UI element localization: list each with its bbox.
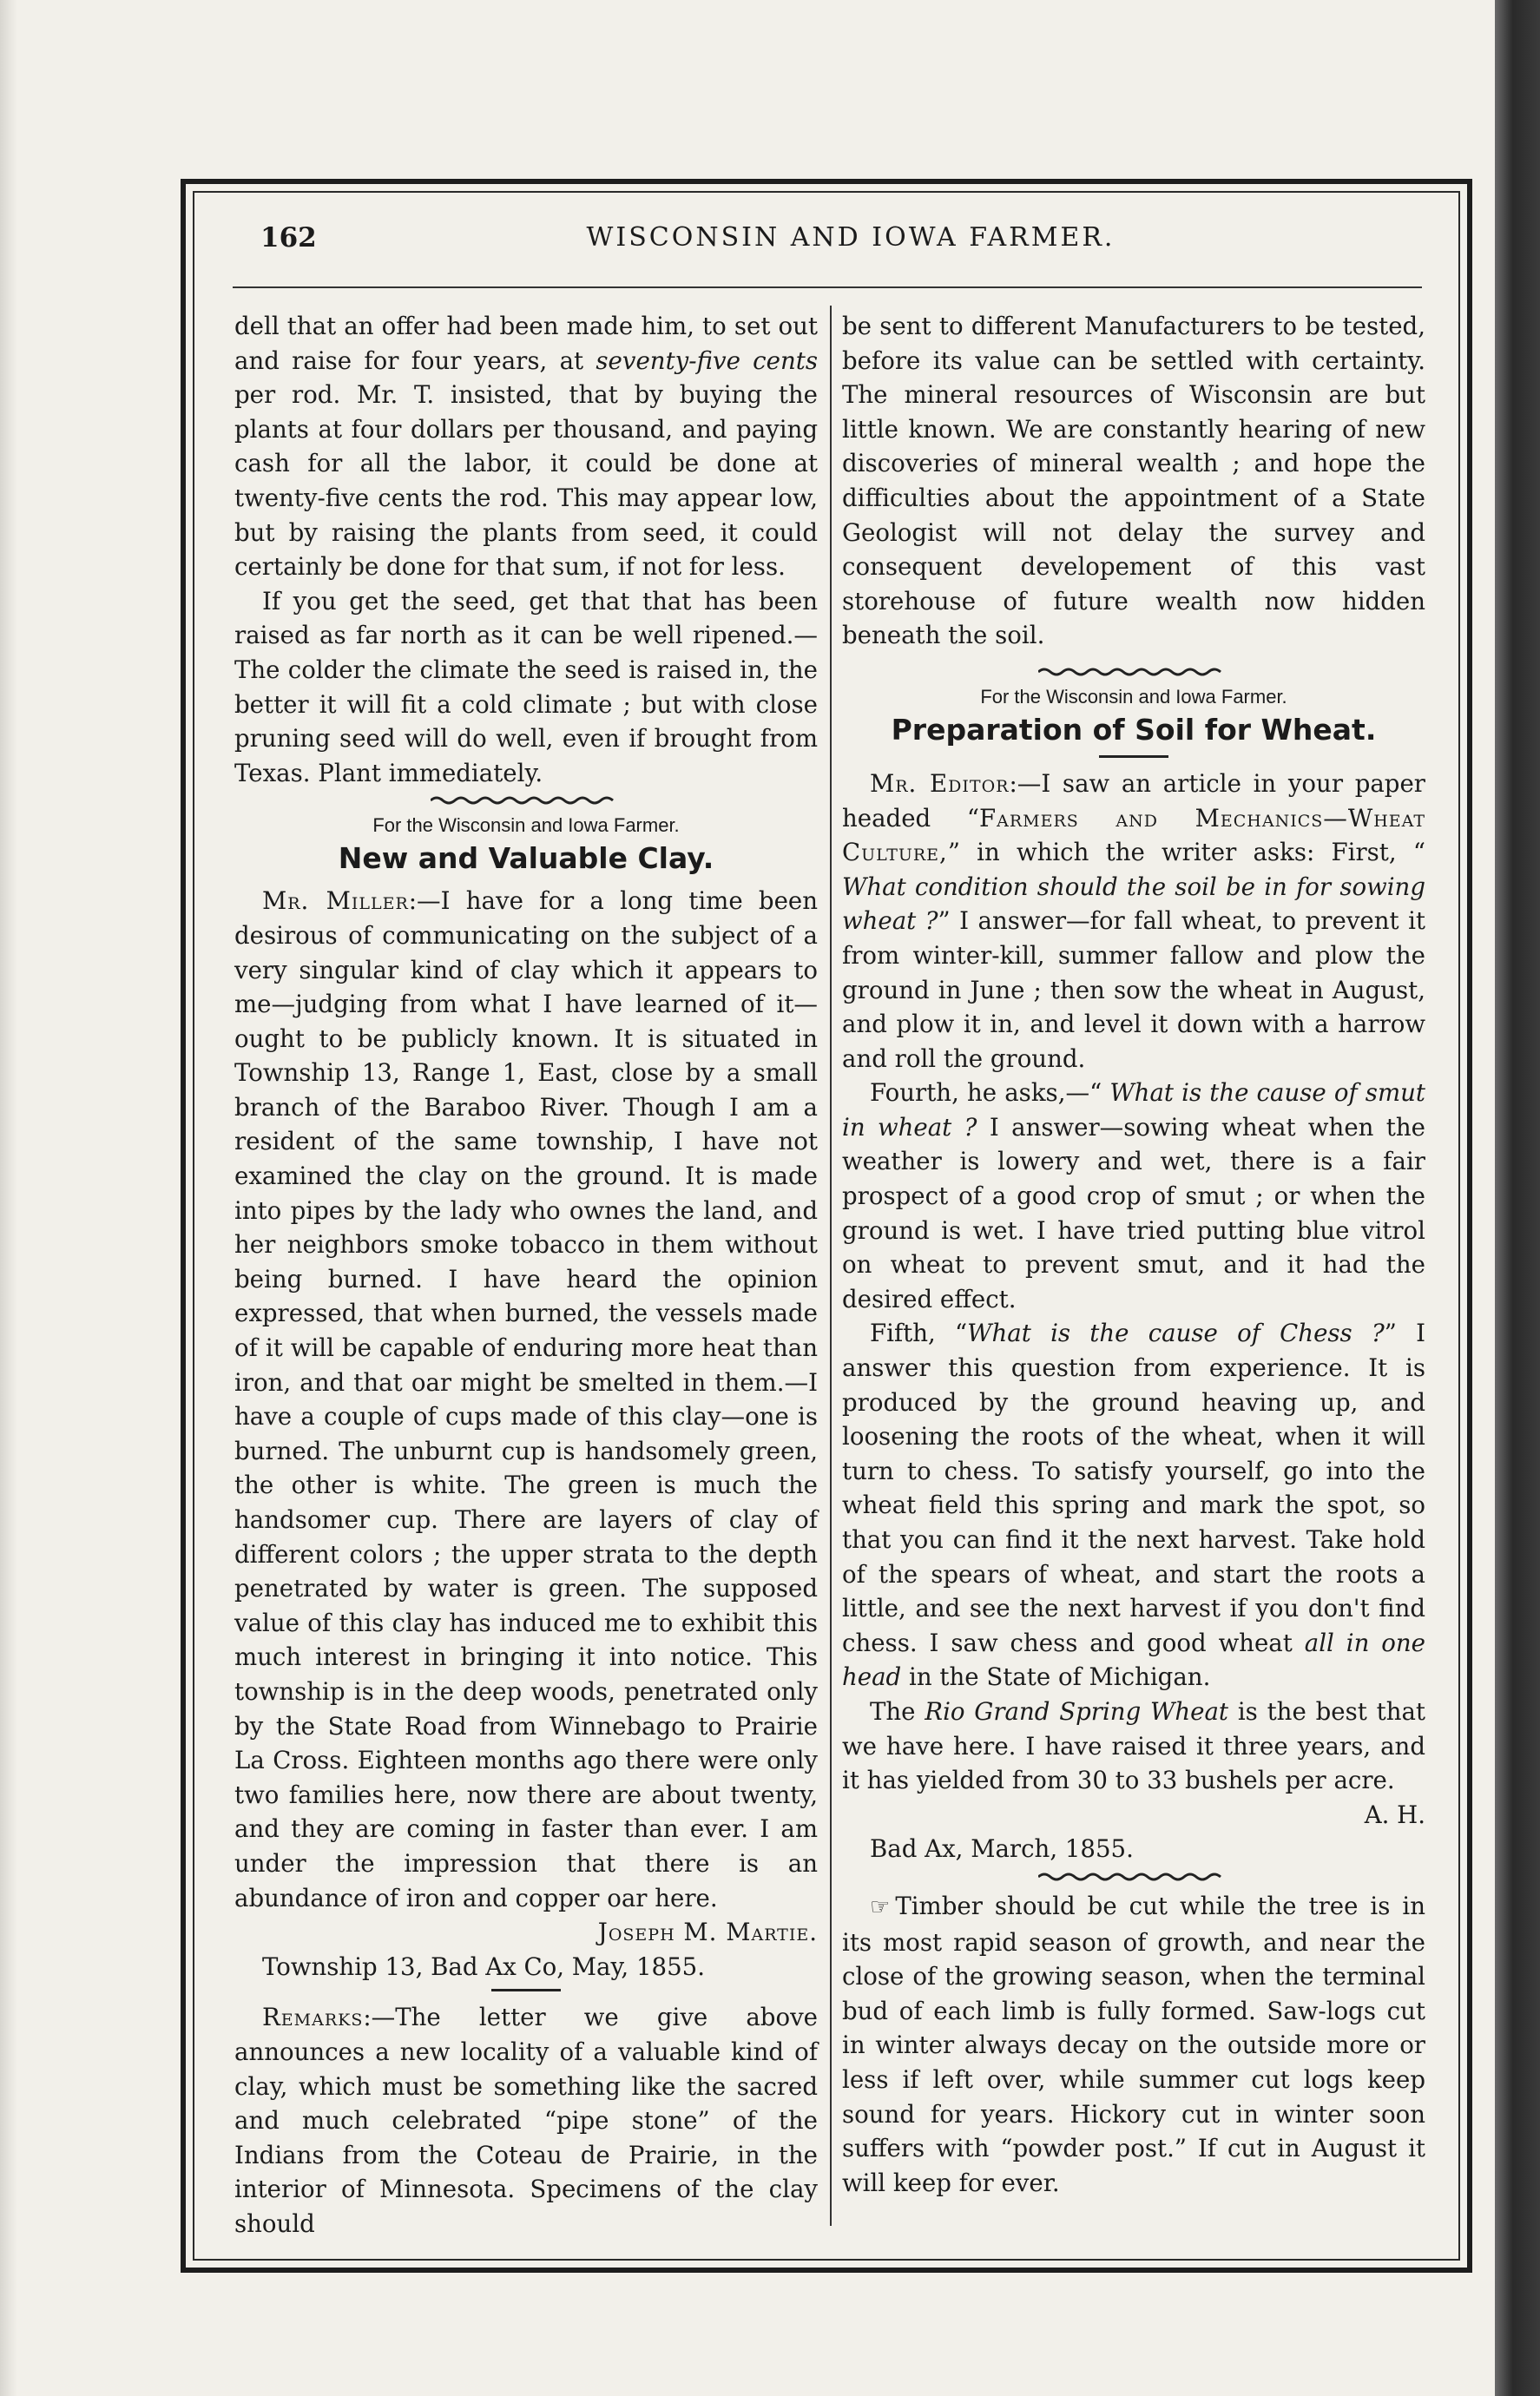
emphasis: What is the cause of smut in wheat ? <box>842 1078 1425 1142</box>
signature-text: Joseph M. Martie. <box>597 1918 818 1947</box>
article-headline: New and Valuable Clay. <box>338 841 714 876</box>
wavy-divider <box>1038 665 1229 679</box>
text: dell that an offer had been made him, to set out and raise for four years, at <box>234 312 818 375</box>
text: ” in which the writer asks: First, “ <box>947 838 1425 867</box>
short-rule <box>1099 755 1168 758</box>
signature <box>234 1915 818 1950</box>
paragraph <box>842 1076 1425 1316</box>
column-divider <box>830 306 832 2226</box>
text: :—The letter we give above announces a new locality of a valuable kind of clay, which must be something like the sacred and much celebrated “pipe stone” of the Indians from the Coteau de Prairie, in the interior of Minnesota. Specimens of the clay should <box>234 2003 818 2238</box>
text: :—I saw an article in your paper headed “ <box>842 768 1425 833</box>
page-number: 162 <box>260 222 317 253</box>
text: per rod. Mr. T. insisted, that by buying the plants at four dollars per thousand, and paying cash for all the labor, it could be done at twenty-five cents the rod. This may appear low, but by raising the plants from seed, it could certainly be done for that sum, if not for less. <box>234 380 818 582</box>
text: Timber should be cut while the tree is in its most rapid season of growth, and near the close of the growing season, when the terminal bud of each limb is fully formed. Saw-logs cut in winter always decay on the outside more or less if left over, while summer cut logs keep sound for years. Hickory cut in winter soon suffers with “powder post.” If cut in August it will keep for ever. <box>842 1891 1425 2197</box>
text: :—I have for a long time been desirous of communicating on the subject of a very singular kind of clay which it appears to me—judging from what I have learned of it—ought to be publicly known. It is situated in Township 13, Range 1, East, close by a small branch of the Baraboo River. Though I am a resident of the same township, I have not examined the clay on the ground. It is made into pipes by the lady who ownes the land, and her neighbors smoke tobacco in them without being burned. I have heard the opinion expressed, that when burned, the vessels made of it will be capable of enduring more heat than iron, and that oar might be smelted in them.—I have a couple of cups made of this clay—one is burned. The unburnt cup is handsomely green, the other is white. The green is much the handsomer cup. There are layers of clay of different colors ; the upper strata to the depth penetrated by water is green. The supposed value of this clay has induced me to exhibit this much interest in bringing it into notice. This township is in the deep woods, penetrated only by the State Road from Winnebago to Prairie La Cross. Eighteen months ago there were only two families here, now there are about twenty, and they are coming in faster than ever. I am under the impression that there is an abundance of iron and copper oar here. <box>234 886 818 1912</box>
left-column <box>234 309 818 2241</box>
text: in the State of Michigan. <box>901 1662 1211 1692</box>
text: The <box>870 1696 925 1726</box>
article-credit: For the Wisconsin and Iowa Farmer. <box>980 685 1287 708</box>
emphasis: Rio Grand Spring Wheat <box>925 1696 1229 1726</box>
right-column <box>842 309 1425 2200</box>
paragraph <box>842 1316 1425 1695</box>
text: Fifth, “ <box>870 1319 968 1348</box>
text: is the best that we have here. I have raised it three years, and it has yielded from 30 to 33 bushels per acre. <box>842 1696 1426 1795</box>
short-rule <box>491 1989 561 1991</box>
salutation: Mr. Editor <box>870 768 1010 798</box>
wavy-divider <box>1038 1870 1229 1884</box>
running-title: WISCONSIN AND IOWA FARMER. <box>586 222 1116 253</box>
quoted-title: Farmers and Mechanics—Wheat Culture, <box>842 803 1425 867</box>
article-credit: For the Wisconsin and Iowa Farmer. <box>372 814 680 837</box>
article-headline: Preparation of Soil for Wheat. <box>891 712 1377 747</box>
remarks-paragraph <box>234 2000 818 2241</box>
text: ” I answer—for fall wheat, to prevent it from winter-kill, summer fallow and plow the ground in June ; then sow the wheat in August, and plow it in, and level it down with a harrow and roll the ground. <box>842 906 1426 1073</box>
wavy-divider <box>431 793 622 807</box>
emphasis: seventy-five cents <box>596 346 818 375</box>
paragraph <box>842 1889 1425 2200</box>
emphasis: all in one head <box>842 1628 1425 1692</box>
paragraph <box>842 1695 1425 1798</box>
letter-body <box>234 884 818 1915</box>
text: Fourth, he asks,—“ <box>870 1078 1110 1108</box>
paragraph <box>234 309 818 584</box>
header-rule <box>233 286 1422 288</box>
book-binding-edge <box>1495 0 1540 2396</box>
salutation: Mr. Miller <box>262 886 409 916</box>
scan-edge-shadow <box>0 0 17 2396</box>
page-header <box>260 222 1415 262</box>
emphasis: What is the cause of Chess ? <box>967 1319 1385 1348</box>
paragraph: If you get the seed, get that that has been raised as far north as it can be well ripened.—The colder the climate the seed is raised in, the better it will fit a cold climate ; but with close pruning seed will do well, even if brought from Texas. Plant immediately. <box>234 586 818 787</box>
dateline: Township 13, Bad Ax Co, May, 1855. <box>262 1952 705 1981</box>
dateline: Bad Ax, March, 1855. <box>870 1834 1134 1864</box>
pointing-hand-icon: ☞ <box>870 1893 891 1920</box>
remarks-label: Remarks <box>262 2003 364 2032</box>
text: ” I answer this question from experience. It is produced by the ground heaving up, and loosening the roots of the wheat, when it will turn to chess. To satisfy yourself, go into the wheat field this spring and mark the spot, so that you can find it the next harvest. Take hold of the spears of wheat, and start the roots a little, and see the next harvest if you don't find chess. I saw chess and good wheat <box>842 1319 1425 1657</box>
paragraph: be sent to different Manufacturers to be tested, before its value can be settled with certainty. The mineral resources of Wisconsin are but little known. We are constantly hearing of new discoveries of mineral wealth ; and hope the difficulties about the appointment of a State Geologist will not delay the survey and consequent developement of this vast storehouse of future wealth now hidden beneath the soil. <box>842 312 1425 650</box>
emphasis: What condition should the soil be in for sowing wheat ? <box>842 872 1425 936</box>
text: I answer—sowing wheat when the weather is lowery and wet, there is a fair prospect of a good crop of smut ; or when the ground is wet. I have tried putting blue vitrol on wheat to prevent smut, and it had the desired effect. <box>842 1112 1425 1313</box>
signature: A. H. <box>1364 1800 1425 1829</box>
letter-body <box>842 767 1425 1076</box>
